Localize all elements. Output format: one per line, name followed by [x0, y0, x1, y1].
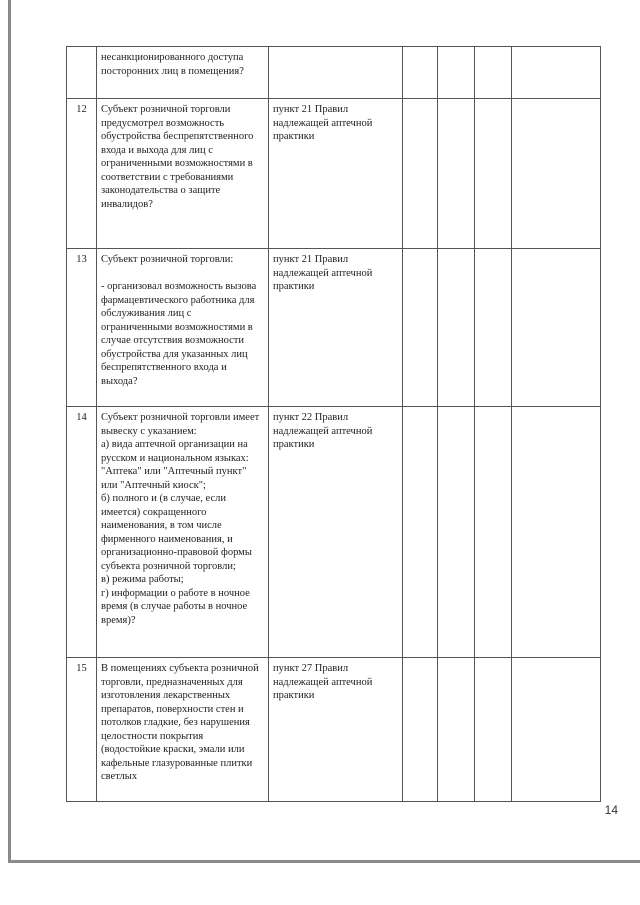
note-cell [512, 249, 601, 407]
note-cell [512, 658, 601, 802]
question-text: В помещениях субъекта розничной торговли, предназначенных для изготовления лекарственных препаратов, поверхности стен и потолков гладкие, без нарушения целостности покрытия (водостойкие краски, эмали или кафельные глазурованные плитки светлых [97, 658, 269, 802]
table-row [67, 249, 601, 407]
table-row [67, 407, 601, 658]
reference-text [269, 47, 403, 99]
answer-cell [403, 99, 438, 249]
question-text: Субъект розничной торговли предусмотрел возможность обустройства беспрепятственного входа и выхода для лиц с ограниченными возможностями в соответствии с требованиями законодательства о защите инвалидов? [97, 99, 269, 249]
page-number: 14 [604, 803, 618, 817]
question-text: несанкционированного доступа посторонних лиц в помещения? [97, 47, 269, 99]
answer-cell [438, 99, 475, 249]
note-cell [512, 99, 601, 249]
answer-cell [438, 407, 475, 658]
reference-text: пункт 22 Правил надлежащей аптечной практики [269, 407, 403, 658]
row-number: 14 [67, 407, 97, 658]
note-cell [512, 47, 601, 99]
row-number: 12 [67, 99, 97, 249]
question-text: Субъект розничной торговли имеет вывеску с указанием: а) вида аптечной организации на русском и национальном языках: "Аптека" или "Аптечный пункт" или "Аптечный киоск"; б) полного и (в случае, если имеется) сокращенного наименования, в том числе фирменного наименования, и организационно-правовой формы субъекта розничной торговли; в) режима работы; г) информации о работе в ночное время (в случае работы в ночное время)? [97, 407, 269, 658]
row-number: 13 [67, 249, 97, 407]
reference-text: пункт 21 Правил надлежащей аптечной практики [269, 249, 403, 407]
scan-edge-bottom [8, 860, 640, 863]
answer-cell [403, 658, 438, 802]
answer-cell [438, 47, 475, 99]
answer-cell [475, 47, 512, 99]
answer-cell [438, 658, 475, 802]
note-cell [512, 407, 601, 658]
answer-cell [475, 99, 512, 249]
answer-cell [403, 249, 438, 407]
table-row [67, 47, 601, 99]
answer-cell [475, 658, 512, 802]
table-row [67, 658, 601, 802]
table-row [67, 99, 601, 249]
reference-text: пункт 27 Правил надлежащей аптечной практики [269, 658, 403, 802]
answer-cell [403, 407, 438, 658]
answer-cell [475, 249, 512, 407]
answer-cell [475, 407, 512, 658]
answer-cell [403, 47, 438, 99]
reference-text: пункт 21 Правил надлежащей аптечной практики [269, 99, 403, 249]
row-number: 15 [67, 658, 97, 802]
question-text: Субъект розничной торговли: - организовал возможность вызова фармацевтического работника для обслуживания лиц с ограниченными возможностями в случае отсутствия возможности обустройства для указанных лиц беспрепятственного входа и выхода? [97, 249, 269, 407]
answer-cell [438, 249, 475, 407]
scan-edge-left [8, 0, 11, 862]
checklist-table [66, 46, 601, 802]
row-number [67, 47, 97, 99]
